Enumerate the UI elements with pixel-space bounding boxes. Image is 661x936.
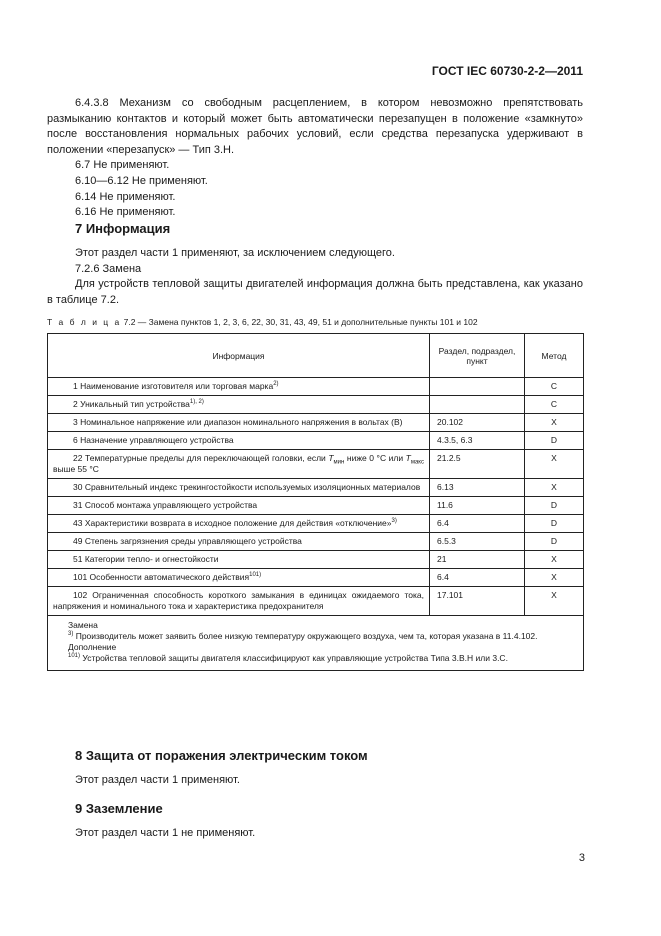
section-7-subclause: 7.2.6 Замена xyxy=(75,262,142,275)
table-row xyxy=(48,533,584,551)
footnote-3: $^{3)}$ Производитель может заявить более низкую температуру окружающего воздуха, чем та, которая указана в 11.4.102. xyxy=(68,631,538,641)
table-notes-row xyxy=(48,616,584,671)
info-cell: 43 Характеристики возврата в исходное положение для действия «отключение»$^{3)}$ xyxy=(48,515,430,533)
section-7-body xyxy=(47,246,583,308)
clause-line: 6.7 Не применяют. xyxy=(75,159,170,172)
ref-cell: 20.102 xyxy=(430,414,525,432)
ref-cell: 6.4 xyxy=(430,569,525,587)
info-table xyxy=(47,333,584,671)
table-row xyxy=(48,450,584,479)
table-row xyxy=(48,515,584,533)
clause-line: 6.10—6.12 Не применяют. xyxy=(75,174,208,187)
method-cell: X xyxy=(525,569,584,587)
info-cell: 101 Особенности автоматического действия$^{101)}$ xyxy=(48,569,430,587)
info-cell: 30 Сравнительный индекс трекингостойкости используемых изоляционных материалов xyxy=(48,479,430,497)
method-cell: X xyxy=(525,587,584,616)
table-row xyxy=(48,569,584,587)
method-cell: C xyxy=(525,396,584,414)
info-cell: 102 Ограниченная способность короткого замыкания в единицах ожидаемого тока, напряжения и номинального тока и характеристика предохранителя xyxy=(48,587,430,616)
section-8-para: Этот раздел части 1 применяют. xyxy=(75,774,240,786)
section-9-heading: 9 Заземление xyxy=(75,801,163,816)
table-row xyxy=(48,497,584,515)
table-row xyxy=(48,378,584,396)
method-cell: D xyxy=(525,533,584,551)
table-row xyxy=(48,396,584,414)
info-cell: 31 Способ монтажа управляющего устройства xyxy=(48,497,430,515)
section-8-body xyxy=(47,773,583,789)
info-cell: 3 Номинальное напряжение или диапазон номинального напряжения в вольтах (В) xyxy=(48,414,430,432)
section-7-para: Для устройств тепловой защиты двигателей информация должна быть представлена, как указано в таблице 7.2. xyxy=(47,278,583,306)
header-ref: Раздел, подраздел, пункт xyxy=(430,334,525,378)
method-cell: D xyxy=(525,432,584,450)
footnote-ref: 1), 2) xyxy=(189,399,204,406)
table-row xyxy=(48,587,584,616)
ref-cell: 4.3.5, 6.3 xyxy=(430,432,525,450)
table-header-row xyxy=(48,334,584,378)
footnote-ref: 3) xyxy=(391,518,397,525)
section-7-para: Этот раздел части 1 применяют, за исключением следующего. xyxy=(75,247,395,259)
table-caption-text: 7.2 — Замена пунктов 1, 2, 3, 6, 22, 30, 31, 43, 49, 51 и дополнительные пункты 101 и 102 xyxy=(121,317,478,327)
info-cell: 51 Категории тепло- и огнестойкости xyxy=(48,551,430,569)
section-9-para: Этот раздел части 1 не применяют. xyxy=(75,827,256,839)
table-row xyxy=(48,551,584,569)
ref-cell: 17.101 xyxy=(430,587,525,616)
section-9-body xyxy=(47,826,583,842)
footnote-101: $^{101)}$ Устройства тепловой защиты двигателя классифицируют как управляющие устройства Типа 3.В.Н или 3.С. xyxy=(68,653,508,663)
ref-cell: 21 xyxy=(430,551,525,569)
clause-6-4-3-8: 6.4.3.8 Механизм со свободным расцеплением, в котором невозможно препятствовать размыканию контактов и который может быть автоматически перезапущен в положение «замкнуто» после восстановления нормальных рабочих условий, если средства перезапуска удерживают в положении «перезапуск» — Тип 3.Н. xyxy=(47,97,583,156)
document-header: ГОСТ IEC 60730-2-2—2011 xyxy=(431,64,583,78)
footnote-ref: 101) xyxy=(249,572,262,579)
table-caption-prefix: Т а б л и ц а xyxy=(47,317,122,327)
ref-cell: 21.2.5 xyxy=(430,450,525,479)
method-cell: X xyxy=(525,551,584,569)
info-cell: 22 Температурные пределы для переключающей головки, если $T_{мин}$ ниже 0 °С или $T_{макс}$ выше 55 °С xyxy=(48,450,430,479)
notes-replace-title: Замена xyxy=(68,620,98,630)
clause-line: 6.16 Не применяют. xyxy=(75,206,176,219)
ref-cell: 6.5.3 xyxy=(430,533,525,551)
footnote-ref: 2) xyxy=(273,381,279,388)
section-7-heading: 7 Информация xyxy=(75,221,171,236)
header-method: Метод xyxy=(525,334,584,378)
table-row xyxy=(48,432,584,450)
method-cell: X xyxy=(525,450,584,479)
method-cell: D xyxy=(525,497,584,515)
clause-line: 6.14 Не применяют. xyxy=(75,190,176,203)
table-notes xyxy=(48,616,584,671)
info-cell: 2 Уникальный тип устройства$^{1), 2)}$ xyxy=(48,396,430,414)
ref-cell: 11.6 xyxy=(430,497,525,515)
intro-block xyxy=(47,96,583,221)
table-caption xyxy=(47,317,478,327)
method-cell: X xyxy=(525,414,584,432)
info-cell: 1 Наименование изготовителя или торговая марка$^{2)}$ xyxy=(48,378,430,396)
page-number: 3 xyxy=(578,852,585,864)
table-row xyxy=(48,479,584,497)
info-cell: 49 Степень загрязнения среды управляющего устройства xyxy=(48,533,430,551)
ref-cell: 6.4 xyxy=(430,515,525,533)
notes-add-title: Дополнение xyxy=(68,642,117,652)
table-row xyxy=(48,414,584,432)
method-cell: D xyxy=(525,515,584,533)
header-info: Информация xyxy=(48,334,430,378)
ref-cell xyxy=(430,396,525,414)
ref-cell xyxy=(430,378,525,396)
method-cell: X xyxy=(525,479,584,497)
ref-cell: 6.13 xyxy=(430,479,525,497)
section-8-heading: 8 Защита от поражения электрическим током xyxy=(75,748,368,763)
method-cell: C xyxy=(525,378,584,396)
info-cell: 6 Назначение управляющего устройства xyxy=(48,432,430,450)
